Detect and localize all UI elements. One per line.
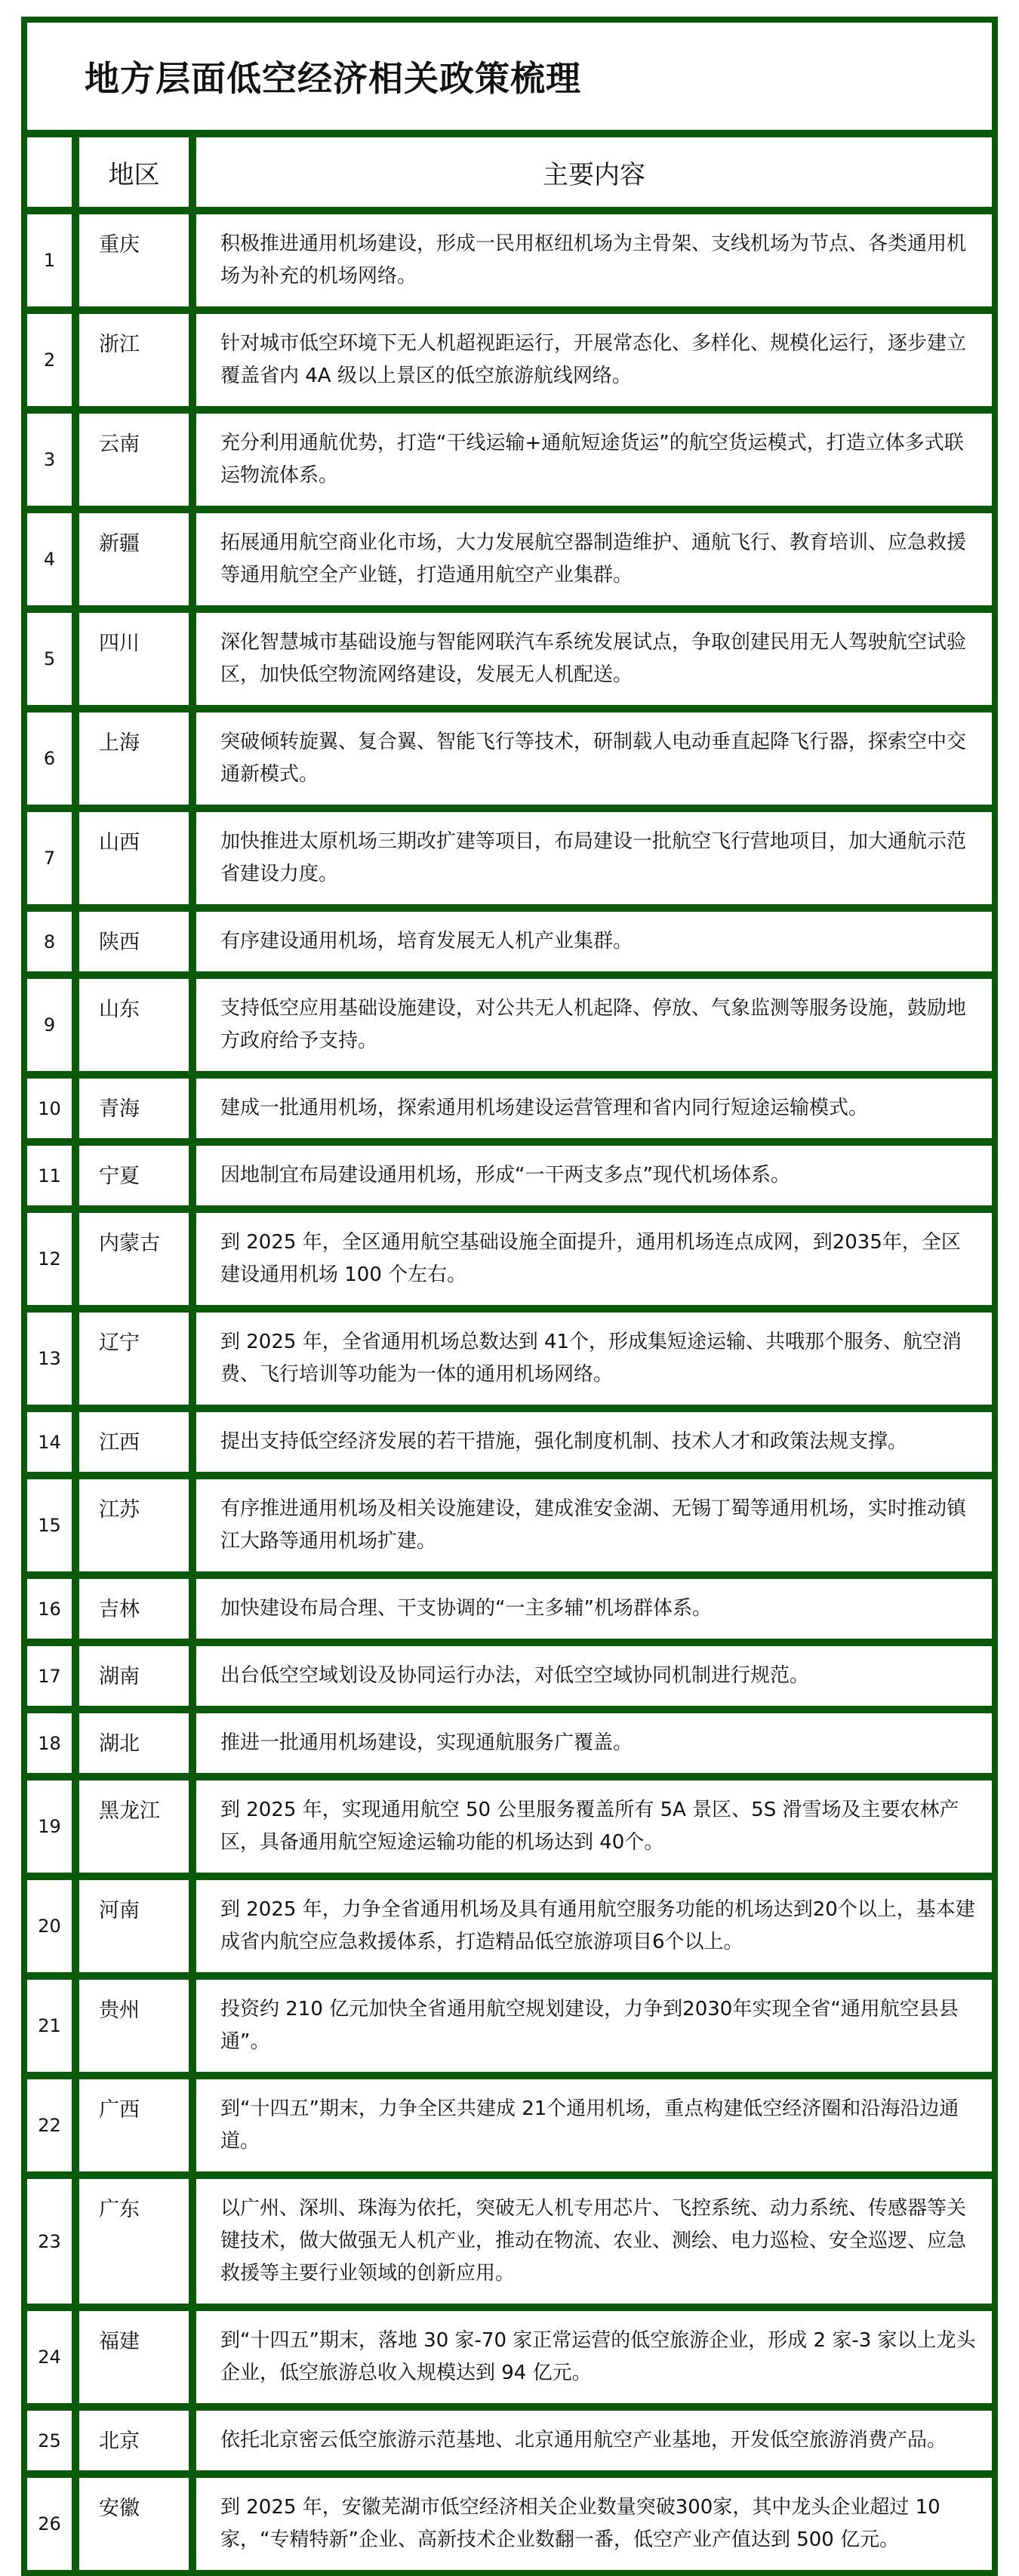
row-content: 突破倾转旋翼、复合翼、智能飞行等技术，研制载人电动垂直起降飞行器，探索空中交通新模式。 — [196, 712, 992, 805]
row-region: 江苏 — [79, 1479, 189, 1571]
row-content: 因地制宜布局建设通用机场，形成“一干两支多点”现代机场体系。 — [196, 1146, 992, 1205]
row-region: 山西 — [79, 812, 189, 904]
row-number: 3 — [27, 414, 72, 506]
row-number: 4 — [27, 513, 72, 605]
row-number: 7 — [27, 812, 72, 904]
row-number: 15 — [27, 1479, 72, 1571]
header-num — [27, 137, 72, 207]
row-content: 针对城市低空环境下无人机超视距运行，开展常态化、多样化、规模化运行，逐步建立覆盖省内 4A 级以上景区的低空旅游航线网络。 — [196, 314, 992, 406]
row-region: 广西 — [79, 2079, 189, 2171]
row-number: 22 — [27, 2079, 72, 2171]
row-content: 支持低空应用基础设施建设，对公共无人机起降、停放、气象监测等服务设施，鼓励地方政府给予支持。 — [196, 979, 992, 1071]
row-region: 广东 — [79, 2179, 189, 2304]
row-number: 10 — [27, 1079, 72, 1138]
row-region: 上海 — [79, 712, 189, 805]
page-title: 地方层面低空经济相关政策梳理 — [85, 58, 581, 99]
row-number: 17 — [27, 1646, 72, 1706]
row-content: 依托北京密云低空旅游示范基地、北京通用航空产业基地，开发低空旅游消费产品。 — [196, 2411, 992, 2470]
row-region: 黑龙江 — [79, 1780, 189, 1873]
row-region: 青海 — [79, 1079, 189, 1138]
row-content: 到 2025 年，实现通用航空 50 公里服务覆盖所有 5A 景区、5S 滑雪场及主要农林产区，具备通用航空短途运输功能的机场达到 40个。 — [196, 1780, 992, 1873]
row-content: 有序建设通用机场，培育发展无人机产业集群。 — [196, 912, 992, 971]
row-content: 推进一批通用机场建设，实现通航服务广覆盖。 — [196, 1713, 992, 1773]
row-number: 6 — [27, 712, 72, 805]
row-content: 加快推进太原机场三期改扩建等项目，布局建设一批航空飞行营地项目，加大通航示范省建设力度。 — [196, 812, 992, 904]
row-content: 深化智慧城市基础设施与智能网联汽车系统发展试点，争取创建民用无人驾驶航空试验区，加快低空物流网络建设，发展无人机配送。 — [196, 613, 992, 705]
title-row — [27, 23, 992, 130]
row-number: 26 — [27, 2478, 72, 2570]
row-number: 20 — [27, 1880, 72, 1972]
row-region: 河南 — [79, 1880, 189, 1972]
row-content: 建成一批通用机场，探索通用机场建设运营管理和省内同行短途运输模式。 — [196, 1079, 992, 1138]
row-number: 12 — [27, 1213, 72, 1305]
row-content: 有序推进通用机场及相关设施建设，建成淮安金湖、无锡丁蜀等通用机场，实时推动镇江大路等通用机场扩建。 — [196, 1479, 992, 1571]
row-region: 山东 — [79, 979, 189, 1071]
row-content: 到 2025 年，全区通用航空基础设施全面提升，通用机场连点成网，到2035年，全区建设通用机场 100 个左右。 — [196, 1213, 992, 1305]
row-number: 14 — [27, 1412, 72, 1472]
row-region: 新疆 — [79, 513, 189, 605]
row-region: 北京 — [79, 2411, 189, 2470]
row-content: 以广州、深圳、珠海为依托，突破无人机专用芯片、飞控系统、动力系统、传感器等关键技术，做大做强无人机产业，推动在物流、农业、测绘、电力巡检、安全巡逻、应急救援等主要行业领域的创新应用。 — [196, 2179, 992, 2304]
row-number: 1 — [27, 214, 72, 306]
row-content: 充分利用通航优势，打造“干线运输+通航短途货运”的航空货运模式，打造立体多式联运物流体系。 — [196, 414, 992, 506]
row-number: 16 — [27, 1579, 72, 1639]
row-region: 宁夏 — [79, 1146, 189, 1205]
row-content: 到 2025 年，安徽芜湖市低空经济相关企业数量突破300家，其中龙头企业超过 10 家，“专精特新”企业、高新技术企业数翻一番，低空产业产值达到 500 亿元。 — [196, 2478, 992, 2570]
row-number: 5 — [27, 613, 72, 705]
row-region: 湖北 — [79, 1713, 189, 1773]
row-content: 加快建设布局合理、干支协调的“一主多辅”机场群体系。 — [196, 1579, 992, 1639]
row-region: 吉林 — [79, 1579, 189, 1639]
row-content: 到 2025 年，全省通用机场总数达到 41个，形成集短途运输、共哦那个服务、航空消费、飞行培训等功能为一体的通用机场网络。 — [196, 1313, 992, 1405]
row-region: 四川 — [79, 613, 189, 705]
row-content: 拓展通用航空商业化市场，大力发展航空器制造维护、通航飞行、教育培训、应急救援等通用航空全产业链，打造通用航空产业集群。 — [196, 513, 992, 605]
row-region: 内蒙古 — [79, 1213, 189, 1305]
row-region: 重庆 — [79, 214, 189, 306]
row-region: 江西 — [79, 1412, 189, 1472]
row-number: 21 — [27, 1980, 72, 2072]
row-content: 到 2025 年，力争全省通用机场及具有通用航空服务功能的机场达到20个以上，基本建成省内航空应急救援体系，打造精品低空旅游项目6个以上。 — [196, 1880, 992, 1972]
row-content: 积极推进通用机场建设，形成一民用枢纽机场为主骨架、支线机场为节点、各类通用机场为补充的机场网络。 — [196, 214, 992, 306]
row-region: 云南 — [79, 414, 189, 506]
header-content: 主要内容 — [196, 137, 992, 207]
row-region: 安徽 — [79, 2478, 189, 2570]
row-region: 贵州 — [79, 1980, 189, 2072]
row-number: 13 — [27, 1313, 72, 1405]
row-region: 福建 — [79, 2311, 189, 2403]
row-region: 湖南 — [79, 1646, 189, 1706]
row-number: 8 — [27, 912, 72, 971]
row-number: 11 — [27, 1146, 72, 1205]
row-number: 19 — [27, 1780, 72, 1873]
row-region: 辽宁 — [79, 1313, 189, 1405]
row-content: 投资约 210 亿元加快全省通用航空规划建设，力争到2030年实现全省“通用航空县县通”。 — [196, 1980, 992, 2072]
row-number: 23 — [27, 2179, 72, 2304]
row-region: 陕西 — [79, 912, 189, 971]
row-number: 9 — [27, 979, 72, 1071]
row-number: 25 — [27, 2411, 72, 2470]
row-number: 2 — [27, 314, 72, 406]
row-number: 24 — [27, 2311, 72, 2403]
header-region: 地区 — [79, 137, 189, 207]
row-content: 提出支持低空经济发展的若干措施，强化制度机制、技术人才和政策法规支撑。 — [196, 1412, 992, 1472]
row-content: 出台低空空域划设及协同运行办法，对低空空域协同机制进行规范。 — [196, 1646, 992, 1706]
row-content: 到“十四五”期末，力争全区共建成 21个通用机场，重点构建低空经济圈和沿海沿边通道。 — [196, 2079, 992, 2171]
row-number: 18 — [27, 1713, 72, 1773]
row-region: 浙江 — [79, 314, 189, 406]
policy-table — [21, 17, 998, 2576]
row-content: 到“十四五”期末，落地 30 家-70 家正常运营的低空旅游企业，形成 2 家-3 家以上龙头企业，低空旅游总收入规模达到 94 亿元。 — [196, 2311, 992, 2403]
